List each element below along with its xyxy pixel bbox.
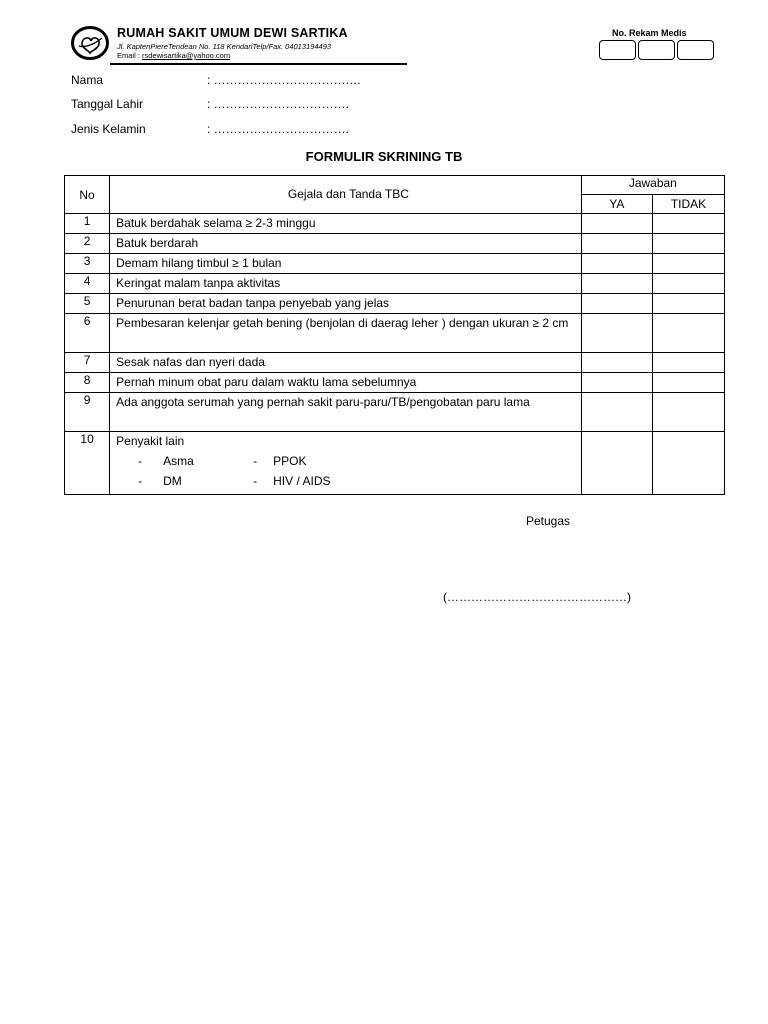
email-link[interactable]: rsdewisartika@yahoo.com (142, 51, 231, 60)
row-symptom: Pembesaran kelenjar getah bening (benjolan di daerag leher ) dengan ukuran ≥ 2 cm (110, 314, 582, 353)
table-row (65, 314, 725, 353)
table-row (65, 234, 725, 254)
row-symptom: Sesak nafas dan nyeri dada (110, 353, 582, 373)
row-symptom: Keringat malam tanpa aktivitas (110, 274, 582, 294)
disease-dm: DM (163, 474, 182, 488)
row-number: 4 (65, 274, 110, 294)
row-symptom: Penyakit lain (116, 434, 185, 448)
answer-yes-cell[interactable] (581, 314, 652, 353)
medical-record-box[interactable] (638, 40, 675, 60)
answer-yes-cell[interactable] (581, 234, 652, 254)
email-label: Email : (117, 51, 143, 60)
row-number: 1 (65, 214, 110, 234)
medical-record-boxes (599, 40, 714, 60)
row-symptom: Batuk berdarah (110, 234, 582, 254)
table-header-row (65, 176, 725, 195)
answer-yes-cell[interactable] (581, 254, 652, 274)
row-symptom: Penurunan berat badan tanpa penyebab yang jelas (110, 294, 582, 314)
row-number: 3 (65, 254, 110, 274)
sex-label: Jenis Kelamin (71, 122, 146, 136)
name-label: Nama (71, 73, 104, 87)
answer-yes-cell[interactable] (581, 373, 652, 393)
answer-yes-cell[interactable] (581, 432, 652, 495)
answer-no-cell[interactable] (653, 353, 725, 373)
row-number: 8 (65, 373, 110, 393)
medical-record-box[interactable] (599, 40, 636, 60)
answer-no-cell[interactable] (653, 214, 725, 234)
table-row (65, 393, 725, 432)
row-number: 6 (65, 314, 110, 353)
answer-no-cell[interactable] (653, 432, 725, 495)
row-symptom-other (110, 432, 582, 495)
header-yes: YA (581, 195, 652, 214)
answer-yes-cell[interactable] (581, 214, 652, 234)
medical-record-box[interactable] (677, 40, 714, 60)
table-row (65, 214, 725, 234)
row-symptom: Batuk berdahak selama ≥ 2-3 minggu (110, 214, 582, 234)
answer-yes-cell[interactable] (581, 393, 652, 432)
name-field[interactable]: : …………………………….… (207, 73, 362, 87)
disease-asma: Asma (163, 454, 194, 468)
other-diseases-line (116, 472, 581, 492)
header-no-answer: TIDAK (653, 195, 725, 214)
other-diseases-list (116, 452, 581, 492)
answer-yes-cell[interactable] (581, 353, 652, 373)
disease-hiv-aids: HIV / AIDS (273, 474, 331, 488)
hospital-name: RUMAH SAKIT UMUM DEWI SARTIKA (117, 26, 348, 40)
answer-no-cell[interactable] (653, 373, 725, 393)
answer-no-cell[interactable] (653, 274, 725, 294)
table-row (65, 294, 725, 314)
table-row (65, 274, 725, 294)
officer-label: Petugas (526, 514, 571, 528)
table-row (65, 373, 725, 393)
row-number: 5 (65, 294, 110, 314)
form-title: FORMULIR SKRINING TB (305, 149, 463, 164)
header-symptom: Gejala dan Tanda TBC (110, 176, 582, 214)
disease-ppok: PPOK (273, 454, 307, 468)
answer-yes-cell[interactable] (581, 294, 652, 314)
other-diseases-line (116, 452, 581, 472)
row-number: 9 (65, 393, 110, 432)
header-answer: Jawaban (581, 176, 724, 195)
answer-no-cell[interactable] (653, 254, 725, 274)
hospital-address: Jl. KaptenPiereTendean No. 118 KendariTelp/Fax. 04013194493 (117, 42, 332, 51)
header-no: No (65, 176, 110, 214)
row-symptom: Demam hilang timbul ≥ 1 bulan (110, 254, 582, 274)
table-row (65, 254, 725, 274)
list-dash: - (138, 474, 143, 488)
table-row (65, 432, 725, 495)
hospital-email-line (117, 51, 230, 60)
list-dash: - (253, 454, 258, 468)
medical-record-label: No. Rekam Medis (612, 28, 687, 38)
row-symptom: Pernah minum obat paru dalam waktu lama sebelumnya (110, 373, 582, 393)
hospital-logo-icon (71, 26, 109, 60)
list-dash: - (138, 454, 143, 468)
dob-label: Tanggal Lahir (71, 97, 144, 111)
row-symptom: Ada anggota serumah yang pernah sakit paru-paru/TB/pengobatan paru lama (110, 393, 582, 432)
row-number: 2 (65, 234, 110, 254)
screening-table (64, 175, 725, 495)
answer-no-cell[interactable] (653, 314, 725, 353)
signature-line[interactable]: (………………………………………) (443, 590, 631, 604)
answer-yes-cell[interactable] (581, 274, 652, 294)
list-dash: - (253, 474, 258, 488)
dob-field[interactable]: : ……………………………. (207, 97, 350, 111)
row-number: 10 (65, 432, 110, 495)
answer-no-cell[interactable] (653, 393, 725, 432)
sex-field[interactable]: : ……………………………. (207, 122, 350, 136)
row-number: 7 (65, 353, 110, 373)
header-divider (110, 63, 407, 65)
table-row (65, 353, 725, 373)
answer-no-cell[interactable] (653, 294, 725, 314)
answer-no-cell[interactable] (653, 234, 725, 254)
